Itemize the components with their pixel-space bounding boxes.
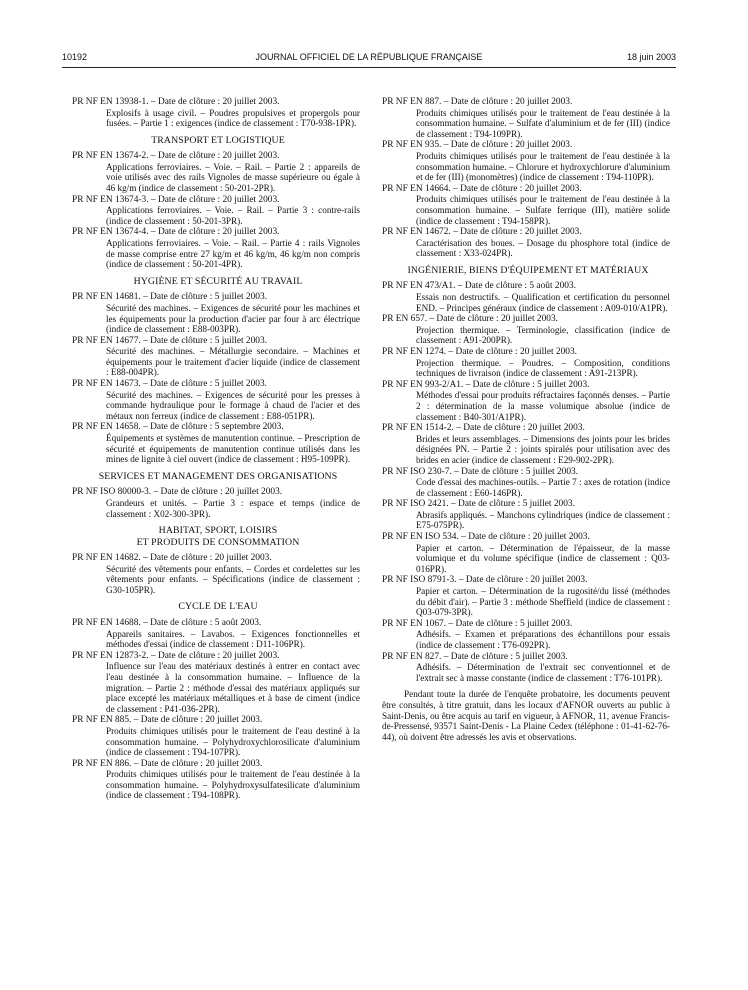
standard-reference: PR NF EN 12873-2. – Date de clôture : 20 juillet 2003. [72, 650, 280, 661]
standard-entry [382, 380, 674, 422]
standard-reference: PR NF EN 14672. – Date de clôture : 20 juillet 2003. [382, 227, 582, 238]
section-title: SERVICES ET MANAGEMENT DES ORGANISATIONS [98, 470, 338, 482]
standard-entry [72, 227, 364, 269]
standard-description: Sécurité des machines. – Métallurgie secondaire. – Machines et équipements pour le traitement d'acier liquide (indice de classement : E88-004PR). [106, 346, 360, 378]
standard-reference: PR NF EN 14677. – Date de clôture : 5 juillet 2003. [72, 335, 268, 346]
standard-reference: PR NF ISO 2421. – Date de clôture : 5 juillet 2003. [382, 499, 575, 510]
standard-reference: PR NF EN 887. – Date de clôture : 20 juillet 2003. [382, 97, 573, 107]
right-column [382, 97, 674, 742]
standard-reference: PR NF EN 13674-3. – Date de clôture : 20 juillet 2003. [72, 194, 280, 205]
standard-description: Adhésifs. – Détermination de l'extrait sec conventionnel et de l'extrait sec à masse constante (indice de classement : T76-101PR). [416, 662, 670, 683]
standard-entry [382, 532, 674, 574]
journal-title: JOURNAL OFFICIEL DE LA RÉPUBLIQUE FRANÇAISE [255, 52, 483, 62]
standard-description: Équipements et systèmes de manutention continue. – Prescription de sécurité et équipements de manutention continue utilisés dans les mines de lignite à ciel ouvert (indice de classement : H95-109PR). [106, 433, 360, 465]
standard-entry [382, 97, 674, 139]
standard-reference: PR NF EN 13674-2. – Date de clôture : 20 juillet 2003. [72, 151, 280, 162]
standard-entry [72, 292, 364, 334]
standard-entry [382, 281, 674, 313]
standard-description: Applications ferroviaires. – Voie. – Rail. – Partie 3 : contre-rails (indice de classement : 50-201-3PR). [106, 205, 360, 226]
standard-description: Appareils sanitaires. – Lavabos. – Exigences fonctionnelles et méthodes d'essai (indice de classement : D11-106PR). [106, 628, 360, 650]
standard-entry [382, 652, 674, 684]
standard-description: Abrasifs appliqués. – Manchons cylindriques (indice de classement : E75-075PR). [416, 509, 670, 531]
standard-reference: PR NF EN 993-2/A1. – Date de clôture : 5 juillet 2003. [382, 379, 590, 390]
standard-description: Brides et leurs assemblages. – Dimensions des joints pour les brides désignées PN. – Partie 2 : joints spiralés pour utilisation avec des brides en acier (indice de classement : E29-902-2PR). [416, 433, 670, 465]
standard-reference: PR NF ISO 80000-3. – Date de clôture : 20 juillet 2003. [72, 487, 283, 498]
standard-reference: PR NF EN 14664. – Date de clôture : 20 juillet 2003. [382, 183, 582, 194]
standard-entry [382, 184, 674, 226]
standard-reference: PR NF EN 14682. – Date de clôture : 20 juillet 2003. [72, 553, 272, 564]
standard-reference: PR NF EN 935. – Date de clôture : 20 juillet 2003. [382, 140, 573, 151]
standard-reference: PR NF EN 1514-2. – Date de clôture : 20 juillet 2003. [382, 423, 585, 434]
standard-entry [382, 575, 674, 617]
standard-reference: PR NF ISO 8791-3. – Date de clôture : 20 juillet 2003. [382, 575, 588, 586]
standard-entry [382, 227, 674, 259]
standard-description: Produits chimiques utilisés pour le traitement de l'eau destinée à la consommation humaine. – Sulfate d'aluminium et de fer (III) (indice de classement : T94-109PR). [416, 107, 670, 139]
standard-reference: PR NF EN 473/A1. – Date de clôture : 5 août 2003. [382, 281, 576, 292]
standard-description: Produits chimiques utilisés pour le traitement de l'eau destiné à la consommation humaine. – Polyhydroxychlorosilicate d'aluminium (indice de classement : T94-107PR). [106, 725, 360, 758]
standard-description: Influence sur l'eau des matériaux destinés à entrer en contact avec l'eau destinée à la consommation humaine. – Influence de la migration. – Partie 2 : méthode d'essai des matériaux appliqués sur place excepté les matériaux métalliques et à base de ciment (indice de classement : P41-036-2PR). [106, 661, 360, 714]
standard-reference: PR NF ISO 230-7. – Date de clôture : 5 juillet 2003. [382, 466, 579, 477]
standard-entry [382, 140, 674, 182]
page-header [62, 50, 676, 64]
standard-entry [382, 347, 674, 379]
standard-reference: PR NF EN 14658. – Date de clôture : 5 septembre 2003. [72, 422, 284, 433]
publication-date: 18 juin 2003 [626, 52, 676, 62]
standard-entry [72, 195, 364, 227]
standard-entry [382, 467, 674, 499]
standard-reference: PR NF EN 1067. – Date de clôture : 5 juillet 2003. [382, 618, 573, 629]
standard-description: Produits chimiques utilisés pour le traitement de l'eau destinée à la consommation humaine. – Chlorure et hydroxychlorure d'aluminium et de fer (III) (monomètres) (indice de classement : T94-110PR). [416, 150, 670, 183]
standard-entry [72, 651, 364, 715]
section-title: INGÉNIERIE, BIENS D'ÉQUIPEMENT ET MATÉRIAUX [407, 264, 649, 276]
standard-description: Projection thermique. – Terminologie, classification (indice de classement : A91-200PR). [416, 324, 670, 346]
standard-description: Papier et carton. – Détermination de la rugosité/du lissé (méthodes du débit d'air). – Partie 3 : méthode Sheffield (indice de classement : Q03-079-3PR). [416, 586, 670, 618]
standard-entry [72, 618, 364, 650]
section-title: CYCLE DE L'EAU [178, 601, 258, 613]
standard-reference: PR NF EN 13674-4. – Date de clôture : 20 juillet 2003. [72, 227, 280, 238]
closing-paragraph: Pendant toute la durée de l'enquête probatoire, les documents peuvent être consultés, à titre gratuit, dans les locaux d'AFNOR ouverts au public à Saint-Denis, ou être acquis au tarif en vigueur, à AFNOR, 11, avenue Francis-de-Pressensé, 93571 Saint-Denis - La Plaine Cedex (téléphone : 01-41-62-76-44), où doivent être adressés les avis et observations. [382, 689, 670, 742]
standard-entry [72, 759, 364, 801]
standard-reference: PR NF EN 14673. – Date de clôture : 5 juillet 2003. [72, 379, 268, 390]
standard-reference: PR NF EN 827. – Date de clôture : 5 juillet 2003. [382, 651, 568, 662]
standard-entry [382, 314, 674, 346]
standard-description: Explosifs à usage civil. – Poudres propulsives et propergols pour fusées. – Partie 1 : exigences (indice de classement : T70-938-1PR). [106, 107, 360, 129]
standard-description: Applications ferroviaires. – Voie. – Rail. – Partie 4 : rails Vignoles de masse comprise entre 27 kg/m et 46 kg/m, 46 kg/m non compris (indice de classement : 50-201-4PR). [106, 238, 360, 270]
standard-entry [72, 379, 364, 421]
standard-reference: PR NF EN 885. – Date de clôture : 20 juillet 2003. [72, 715, 263, 726]
standard-description: Caractérisation des boues. – Dosage du phosphore total (indice de classement : X33-024PR). [416, 237, 670, 259]
standard-entry [382, 619, 674, 651]
standard-reference: PR NF EN 13938-1. – Date de clôture : 20 juillet 2003. [72, 97, 280, 107]
standard-reference: PR NF EN 14688. – Date de clôture : 5 août 2003. [72, 617, 262, 628]
standard-description: Applications ferroviaires. – Voie. – Rail. – Partie 2 : appareils de voie utilisés avec des rails Vignoles de masse supérieure ou égale à 46 kg/m (indice de classement : 50-201-2PR). [106, 161, 360, 194]
standard-description: Sécurité des vêtements pour enfants. – Cordes et cordelettes sur les vêtements pour enfants. – Spécifications (indice de classement : G30-105PR). [106, 563, 360, 595]
standard-entry [72, 422, 364, 464]
header-divider [62, 67, 676, 68]
standard-entry [72, 553, 364, 595]
standard-description: Méthodes d'essai pour produits réfractaires façonnés denses. – Partie 2 : détermination de la masse volumique absolue (indice de classement : B40-301/A1PR). [416, 390, 670, 422]
standard-entry [72, 487, 364, 519]
standard-reference: PR NF EN 1274. – Date de clôture : 20 juillet 2003. [382, 346, 578, 357]
section-title-line2: ET PRODUITS DE CONSOMMATION [136, 536, 300, 548]
page-number: 10192 [62, 52, 88, 62]
standard-entry [72, 151, 364, 193]
standard-entry [72, 715, 364, 757]
standard-reference: PR NF EN 886. – Date de clôture : 20 juillet 2003. [72, 758, 263, 769]
standard-description: Projection thermique. – Poudres. – Composition, conditions techniques de livraison (indice de classement : A91-213PR). [416, 357, 670, 379]
left-column [72, 97, 364, 801]
standard-description: Code d'essai des machines-outils. – Partie 7 : axes de rotation (indice de classement : E60-146PR). [416, 477, 670, 498]
standard-entry [382, 423, 674, 465]
section-title: HABITAT, SPORT, LOISIRS [158, 525, 278, 537]
standard-entry [72, 336, 364, 378]
standard-description: Produits chimiques utilisés pour le traitement de l'eau destinée à la consommation humaine. – Sulfate ferrique (III), matière solide (indice de classement : T94-158PR). [416, 194, 670, 226]
standard-description: Grandeurs et unités. – Partie 3 : espace et temps (indice de classement : X02-300-3PR). [106, 497, 360, 519]
standard-reference: PR EN 657. – Date de clôture : 20 juillet 2003. [382, 314, 559, 325]
section-title: TRANSPORT ET LOGISTIQUE [151, 134, 285, 146]
standard-description: Papier et carton. – Détermination de l'épaisseur, de la masse volumique et du volume spécifique (indice de classement : Q03-016PR). [416, 542, 670, 574]
standard-description: Sécurité des machines. – Exigences de sécurité pour les presses à commande hydraulique pour le formage à chaud de l'acier et des métaux non ferreux (indice de classement : E88-051PR). [106, 389, 360, 421]
standard-entry [382, 499, 674, 531]
standard-reference: PR NF EN 14681. – Date de clôture : 5 juillet 2003. [72, 292, 268, 303]
standard-description: Adhésifs. – Examen et préparations des échantillons pour essais (indice de classement : T76-092PR). [416, 629, 670, 650]
standard-reference: PR NF EN ISO 534. – Date de clôture : 20 juillet 2003. [382, 532, 590, 543]
standard-entry [72, 97, 364, 129]
standard-description: Sécurité des machines. – Exigences de sécurité pour les machines et les équipements pour la production d'acier par four à arc électrique (indice de classement : E88-003PR). [106, 302, 360, 335]
standard-description: Produits chimiques utilisés pour le traitement de l'eau destinée à la consommation humaine. – Polyhydroxysulfatesilicate d'aluminium (indice de classement : T94-108PR). [106, 769, 360, 801]
standard-description: Essais non destructifs. – Qualification et certification du personnel END. – Principes généraux (indice de classement : A09-010/A1PR). [416, 292, 670, 313]
section-title: HYGIÈNE ET SÉCURITÉ AU TRAVAIL [133, 275, 303, 287]
